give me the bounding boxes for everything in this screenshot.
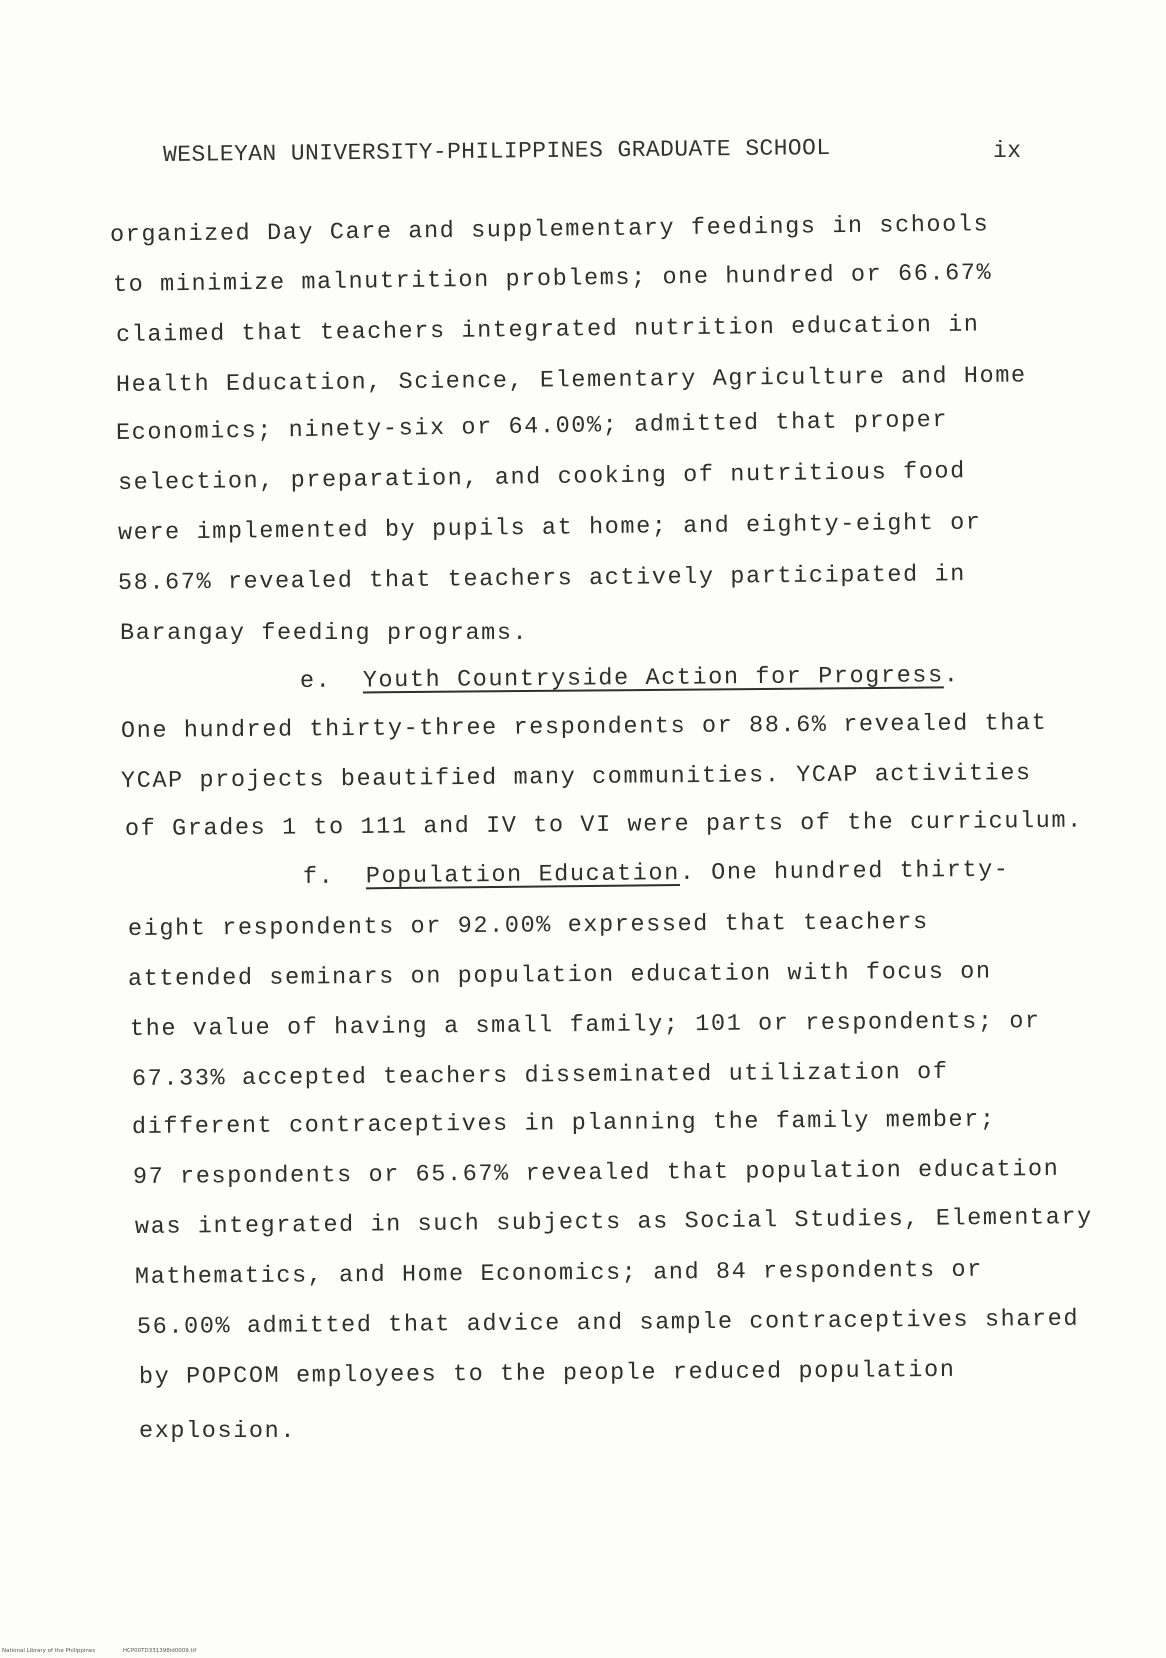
- body-line: 58.67% revealed that teachers actively participated in: [117, 561, 967, 597]
- header-title: WESLEYAN UNIVERSITY-PHILIPPINES GRADUATE SCHOOL: [162, 135, 831, 168]
- body-line: 97 respondents or 65.67% revealed that population education: [132, 1155, 1060, 1191]
- body-line: attended seminars on population education with focus on: [127, 958, 992, 993]
- body-line: Economics; ninety-six or 64.00%; admitted that proper: [115, 406, 949, 447]
- body-line: were implemented by pupils at home; and eighty-eight or: [117, 509, 982, 547]
- body-line: 67.33% accepted teachers disseminated utilization of: [131, 1058, 949, 1093]
- section-e-heading-line: [300, 662, 960, 695]
- section-e-heading-after: .: [943, 662, 960, 690]
- body-line: Barangay feeding programs.: [120, 620, 529, 647]
- body-line: Health Education, Science, Elementary Agriculture and Home: [115, 362, 1027, 399]
- body-line: Mathematics, and Home Economics; and 84 respondents or: [134, 1256, 984, 1291]
- footer-code: HCP00TD331398id0009.tif: [122, 1648, 197, 1654]
- section-e-marker: e.: [299, 667, 332, 695]
- body-line: the value of having a small family; 101 or respondents; or: [129, 1008, 1041, 1043]
- section-f-heading-line: [303, 857, 1010, 891]
- section-f-marker: f.: [302, 863, 335, 891]
- body-line: YCAP projects beautified many communities. YCAP activities: [120, 760, 1032, 795]
- section-f-heading: Population Education: [365, 860, 680, 891]
- footer-library: National Library of the Philippines: [2, 1648, 96, 1654]
- scan-footer: [2, 1648, 222, 1654]
- section-f-heading-after: . One hundred thirty-: [679, 856, 1010, 888]
- body-line: One hundred thirty-three respondents or 88.6% revealed that: [120, 709, 1048, 745]
- body-line: to minimize malnutrition problems; one hundred or 66.67%: [112, 259, 993, 299]
- body-line: by POPCOM employees to the people reduced population: [138, 1356, 956, 1391]
- body-line: eight respondents or 92.00% expressed that teachers: [127, 909, 929, 943]
- body-line: was integrated in such subjects as Social Studies, Elementary: [134, 1203, 1093, 1241]
- body-line: 56.00% admitted that advice and sample contraceptives shared: [136, 1305, 1080, 1341]
- body-line: selection, preparation, and cooking of nutritious food: [117, 458, 967, 497]
- body-line: explosion.: [139, 1418, 297, 1445]
- body-line: different contraceptives in planning the family member;: [131, 1106, 996, 1141]
- body-line: organized Day Care and supplementary feedings in schools: [109, 211, 990, 249]
- section-e-heading: Youth Countryside Action for Progress: [362, 662, 944, 695]
- page-number: ix: [993, 138, 1022, 164]
- body-line: claimed that teachers integrated nutrition education in: [115, 311, 980, 349]
- body-line: of Grades 1 to 111 and IV to VI were parts of the curriculum.: [124, 807, 1083, 843]
